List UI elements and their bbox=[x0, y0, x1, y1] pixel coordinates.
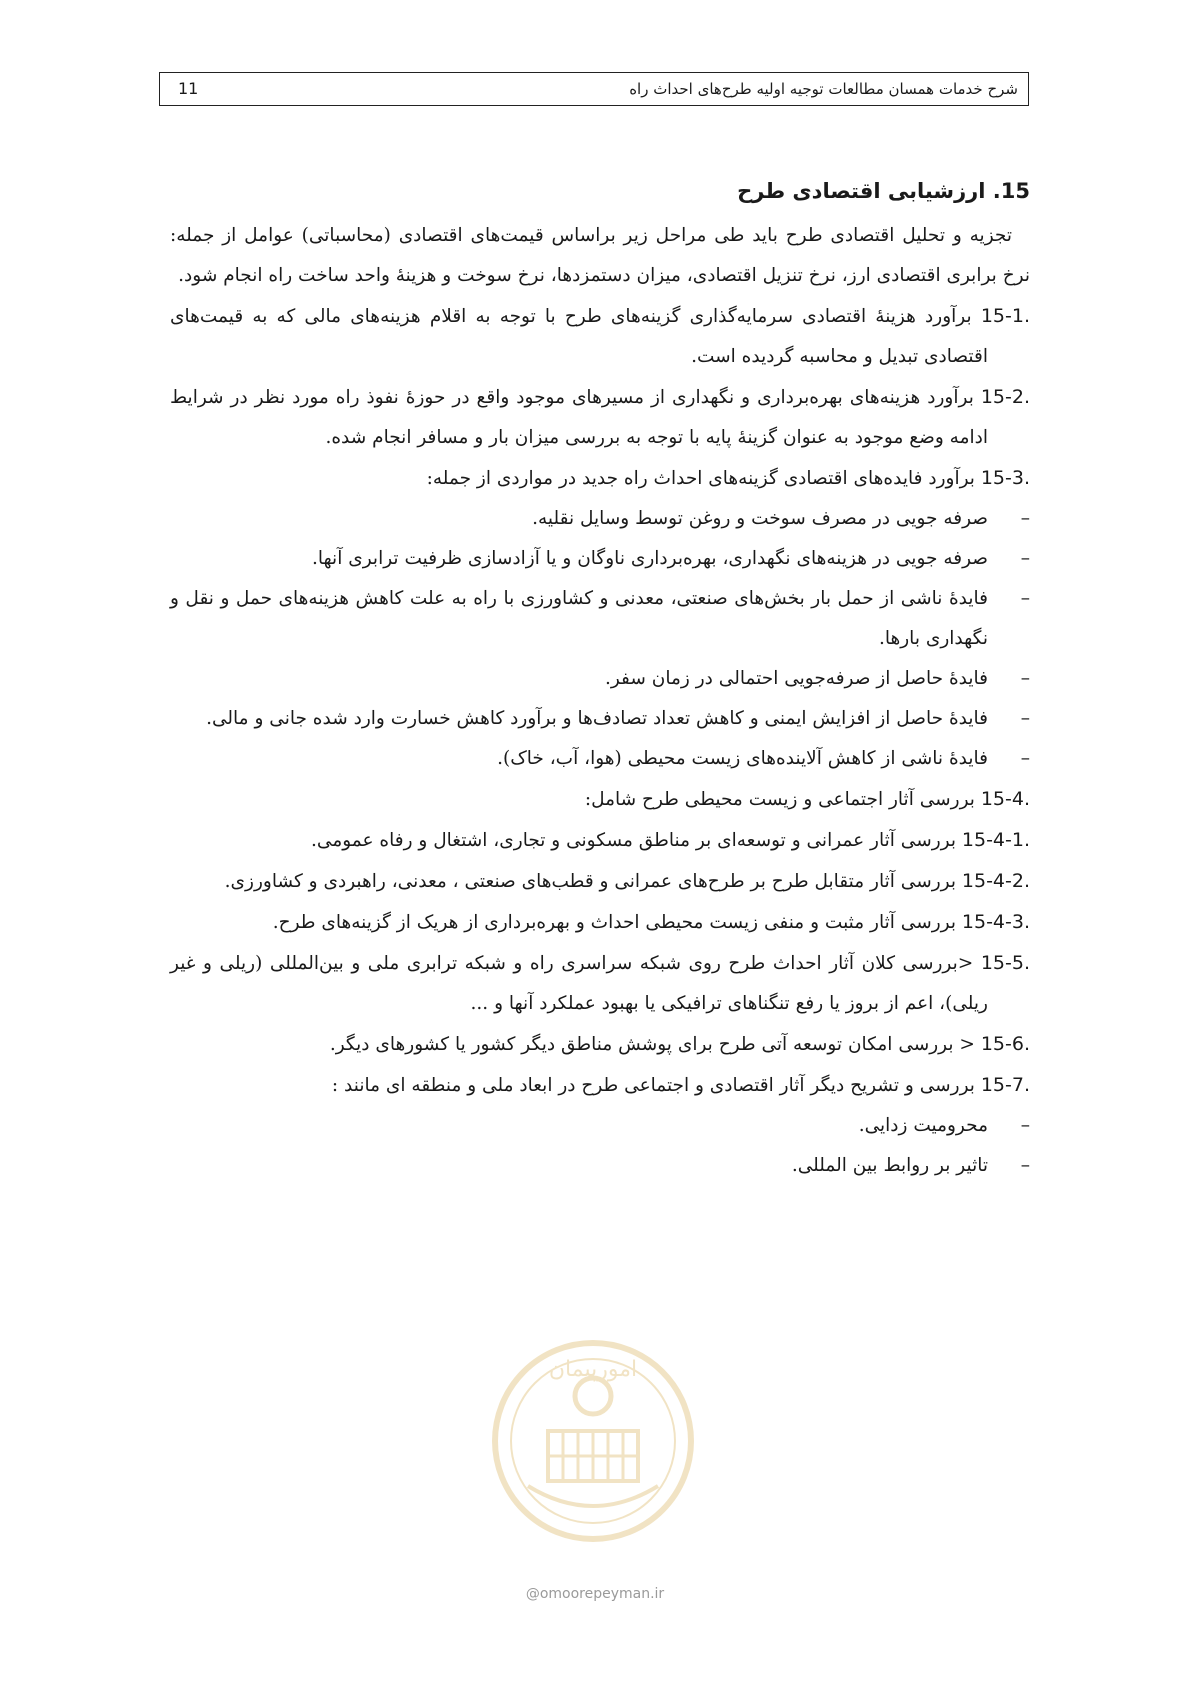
footer-site bbox=[0, 1586, 1190, 1602]
dash-bullet: – bbox=[1020, 508, 1030, 529]
list-item bbox=[170, 458, 1030, 499]
bullet-text: فایدهٔ حاصل از صرفه‌جویی احتمالی در زمان سفر. bbox=[604, 668, 988, 689]
page-number: 11 bbox=[178, 79, 199, 98]
bullet-item bbox=[170, 539, 1030, 579]
item-text: بررسی آثار مثبت و منفی زیست محیطی احداث و بهره‌برداری از هریک از گزینه‌های طرح. bbox=[272, 912, 956, 933]
item-text: < بررسی امکان توسعه آتی طرح برای پوشش مناطق دیگر کشور یا کشورهای دیگر. bbox=[329, 1034, 975, 1055]
dash-bullet: – bbox=[1020, 748, 1030, 769]
item-number: 15-1. bbox=[980, 305, 1030, 327]
bullet-text: محرومیت زدایی. bbox=[858, 1115, 988, 1136]
list-item bbox=[170, 1024, 1030, 1065]
item-number: 15-6. bbox=[980, 1033, 1030, 1055]
item-text: برآورد هزینه‌های بهره‌برداری و نگهداری از مسیرهای موجود واقع در حوزهٔ نفوذ راه مورد نظر در شرایط ادامه وضع موجود به عنوان گزینهٔ پایه با توجه به بررسی میزان بار و مسافر انجام شده. bbox=[170, 387, 988, 448]
list-item bbox=[170, 902, 1030, 943]
item-number: 15-7. bbox=[980, 1074, 1030, 1096]
list-item bbox=[170, 943, 1030, 1024]
item-text: <بررسی کلان آثار احداث طرح روی شبکه سراسری راه و شبکه ترابری ملی و بین‌المللی (ریلی و غیر ریلی)، اعم از بروز یا رفع تنگناهای ترافیکی یا بهبود عملکرد آنها و ... bbox=[170, 953, 988, 1014]
section-heading: 15. ارزشیابی اقتصادی طرح bbox=[737, 179, 1030, 203]
watermark-text: امورپیمان bbox=[548, 1357, 638, 1382]
item-number: 15-3. bbox=[980, 467, 1030, 489]
bullet-text: تاثیر بر روابط بین المللی. bbox=[791, 1155, 988, 1176]
list-item bbox=[170, 820, 1030, 861]
list-item bbox=[170, 1065, 1030, 1106]
watermark-seal-icon bbox=[488, 1336, 698, 1546]
item-number: 15-4-3. bbox=[961, 911, 1030, 933]
item-number: 15-4-1. bbox=[961, 829, 1030, 851]
item-text: برآورد فایده‌های اقتصادی گزینه‌های احداث راه جدید در مواردی از جمله: bbox=[426, 468, 975, 489]
bullet-item bbox=[170, 499, 1030, 539]
item-number: 15-4. bbox=[980, 788, 1030, 810]
page-header bbox=[159, 72, 1029, 106]
item-text: بررسی آثار اجتماعی و زیست محیطی طرح شامل: bbox=[584, 789, 975, 810]
bullet-text: صرفه جویی در مصرف سوخت و روغن توسط وسایل نقلیه. bbox=[532, 508, 988, 529]
bullet-text: فایدهٔ حاصل از افزایش ایمنی و کاهش تعداد تصادف‌ها و برآورد کاهش خسارت وارد شده جانی و مالی. bbox=[206, 708, 988, 729]
dash-bullet: – bbox=[1020, 668, 1030, 689]
bullet-text: فایدهٔ ناشی از کاهش آلاینده‌های زیست محیطی (هوا، آب، خاک). bbox=[497, 748, 988, 769]
at-icon: @ bbox=[525, 1586, 540, 1602]
dash-bullet: – bbox=[1020, 708, 1030, 729]
header-title: شرح خدمات همسان مطالعات توجیه اولیه طرح‌های احداث راه bbox=[629, 80, 1018, 98]
list-item bbox=[170, 779, 1030, 820]
item-text: برآورد هزینهٔ اقتصادی سرمایه‌گذاری گزینه‌های طرح با توجه به اقلام هزینه‌های مالی که به قیمت‌های اقتصادی تبدیل و محاسبه گردیده است. bbox=[170, 306, 988, 367]
list-item bbox=[170, 861, 1030, 902]
site-text: omoorepeyman.ir bbox=[539, 1586, 665, 1602]
bullet-item bbox=[170, 739, 1030, 779]
bullet-item bbox=[170, 579, 1030, 659]
dash-bullet: – bbox=[1020, 548, 1030, 569]
dash-bullet: – bbox=[1020, 588, 1030, 609]
item-number: 15-2. bbox=[980, 386, 1030, 408]
bullet-item bbox=[170, 699, 1030, 739]
dash-bullet: – bbox=[1020, 1155, 1030, 1176]
item-text: بررسی و تشریح دیگر آثار اقتصادی و اجتماعی طرح در ابعاد ملی و منطقه ای مانند : bbox=[331, 1075, 975, 1096]
item-number: 15-5. bbox=[980, 952, 1030, 974]
list-item bbox=[170, 377, 1030, 458]
list-item bbox=[170, 296, 1030, 377]
bullet-text: صرفه جویی در هزینه‌های نگهداری، بهره‌برداری ناوگان و یا آزادسازی ظرفیت ترابری آنها. bbox=[312, 548, 988, 569]
bullet-item bbox=[170, 659, 1030, 699]
bullet-item bbox=[170, 1106, 1030, 1146]
item-text: بررسی آثار متقابل طرح بر طرح‌های عمرانی و قطب‌های صنعتی ، معدنی، راهبردی و کشاورزی. bbox=[224, 871, 956, 892]
item-number: 15-4-2. bbox=[961, 870, 1030, 892]
intro-paragraph: تجزیه و تحلیل اقتصادی طرح باید طی مراحل زیر براساس قیمت‌های اقتصادی (محاسباتی) عوامل از جمله: نرخ برابری اقتصادی ارز، نرخ تنزیل اقتصادی، میزان دستمزدها، نرخ سوخت و هزینهٔ واحد ساخت راه انجام شود. bbox=[170, 225, 1030, 286]
page-content bbox=[170, 172, 1030, 1186]
bullet-text: فایدهٔ ناشی از حمل بار بخش‌های صنعتی، معدنی و کشاورزی با راه به علت کاهش هزینه‌های حمل و نقل و نگهداری بارها. bbox=[170, 588, 988, 649]
dash-bullet: – bbox=[1020, 1115, 1030, 1136]
bullet-item bbox=[170, 1146, 1030, 1186]
item-text: بررسی آثار عمرانی و توسعه‌ای بر مناطق مسکونی و تجاری، اشتغال و رفاه عمومی. bbox=[311, 830, 956, 851]
